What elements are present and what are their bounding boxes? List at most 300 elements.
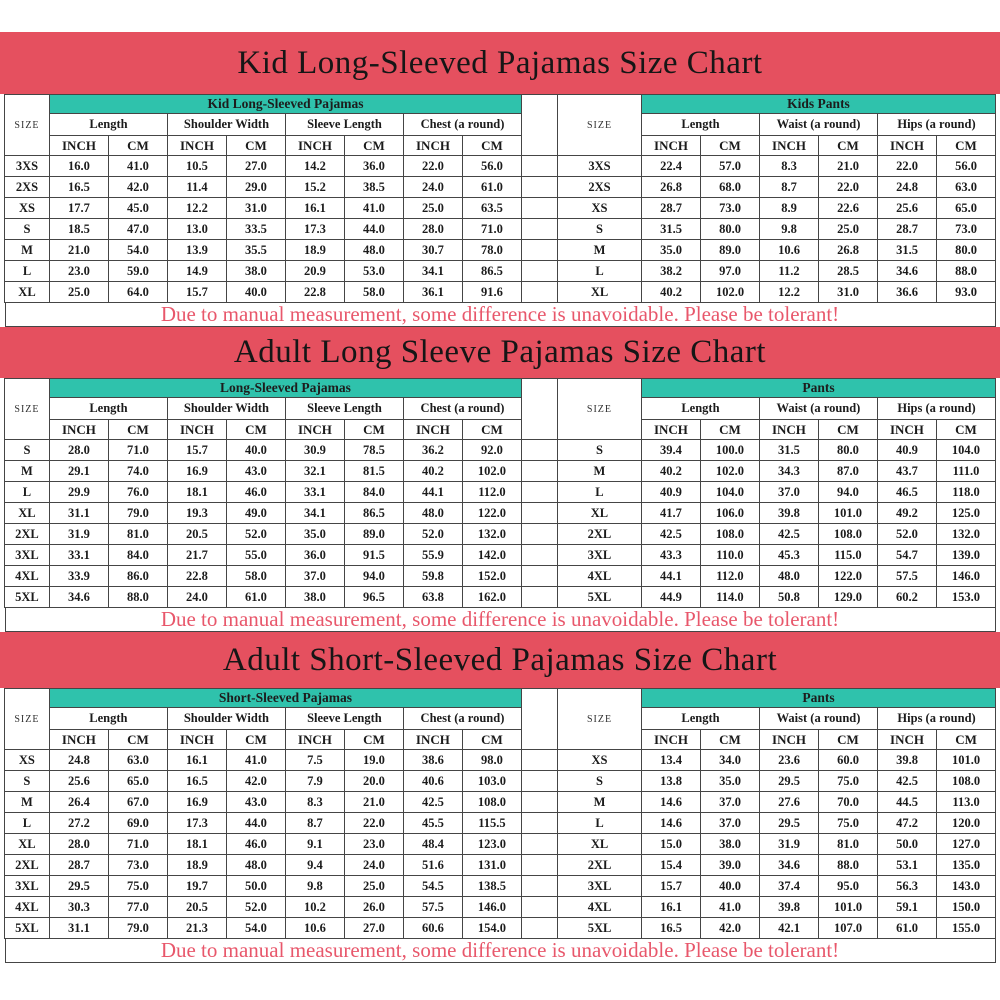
spacer-cell <box>522 750 558 771</box>
unit-header-inch: INCH <box>167 136 226 156</box>
value-cell: 37.0 <box>759 482 818 503</box>
value-cell: 46.0 <box>226 834 285 855</box>
value-cell: 146.0 <box>936 566 995 587</box>
measurement-header: Sleeve Length <box>285 398 403 420</box>
value-cell: 24.8 <box>49 750 108 771</box>
measurement-header: Chest (a round) <box>403 708 521 730</box>
value-cell: 89.0 <box>701 240 760 261</box>
value-cell: 15.0 <box>642 834 701 855</box>
value-cell: 88.0 <box>937 261 996 282</box>
value-cell: 16.0 <box>49 156 108 177</box>
value-cell: 81.5 <box>344 461 403 482</box>
spacer-cell <box>522 282 558 303</box>
value-cell: 146.0 <box>462 897 521 918</box>
value-cell: 54.0 <box>226 918 285 939</box>
value-cell: 16.5 <box>642 918 701 939</box>
value-cell: 48.0 <box>226 855 285 876</box>
value-cell: 39.0 <box>701 855 760 876</box>
measurement-header: Hips (a round) <box>878 114 996 136</box>
size-cell: L <box>4 813 49 834</box>
value-cell: 125.0 <box>936 503 995 524</box>
value-cell: 73.0 <box>701 198 760 219</box>
size-cell: S <box>4 771 49 792</box>
value-cell: 78.0 <box>462 240 521 261</box>
size-column-header: SIZE <box>4 689 49 750</box>
measurement-header: Length <box>49 114 167 136</box>
value-cell: 50.8 <box>759 587 818 608</box>
table-row <box>4 918 995 939</box>
size-cell: XL <box>4 503 49 524</box>
value-cell: 42.5 <box>878 771 937 792</box>
size-cell: 3XS <box>4 156 49 177</box>
value-cell: 53.0 <box>344 261 403 282</box>
value-cell: 22.0 <box>344 813 403 834</box>
value-cell: 31.1 <box>49 918 108 939</box>
value-cell: 42.0 <box>108 177 167 198</box>
value-cell: 10.5 <box>167 156 226 177</box>
unit-header-inch: INCH <box>49 420 108 440</box>
value-cell: 18.9 <box>285 240 344 261</box>
size-table <box>4 688 996 939</box>
value-cell: 9.8 <box>285 876 344 897</box>
value-cell: 40.0 <box>226 282 285 303</box>
size-cell: L <box>557 482 641 503</box>
value-cell: 61.0 <box>226 587 285 608</box>
table-row <box>4 834 995 855</box>
value-cell: 36.1 <box>403 282 462 303</box>
value-cell: 80.0 <box>937 240 996 261</box>
value-cell: 84.0 <box>344 482 403 503</box>
value-cell: 102.0 <box>700 461 759 482</box>
value-cell: 113.0 <box>937 792 996 813</box>
unit-header-inch: INCH <box>760 730 819 750</box>
unit-header-inch: INCH <box>878 730 937 750</box>
unit-header-inch: INCH <box>759 420 818 440</box>
disclaimer-note: Due to manual measurement, some difference is unavoidable. Please be tolerant! <box>5 608 996 632</box>
size-cell: 3XL <box>4 545 49 566</box>
value-cell: 115.0 <box>818 545 877 566</box>
value-cell: 65.0 <box>108 771 167 792</box>
value-cell: 65.0 <box>937 198 996 219</box>
value-cell: 25.0 <box>403 198 462 219</box>
value-cell: 27.6 <box>760 792 819 813</box>
value-cell: 75.0 <box>819 771 878 792</box>
value-cell: 33.5 <box>226 219 285 240</box>
value-cell: 48.0 <box>403 503 462 524</box>
value-cell: 22.0 <box>878 156 937 177</box>
value-cell: 12.2 <box>760 282 819 303</box>
unit-header-inch: INCH <box>285 420 344 440</box>
unit-header-cm: CM <box>819 730 878 750</box>
value-cell: 8.3 <box>285 792 344 813</box>
value-cell: 15.7 <box>167 282 226 303</box>
unit-header-cm: CM <box>701 136 760 156</box>
value-cell: 45.5 <box>403 813 462 834</box>
table-row <box>4 240 995 261</box>
value-cell: 71.0 <box>462 219 521 240</box>
value-cell: 25.0 <box>344 876 403 897</box>
unit-header-inch: INCH <box>167 420 226 440</box>
value-cell: 36.6 <box>878 282 937 303</box>
value-cell: 31.9 <box>49 524 108 545</box>
size-cell: 5XL <box>558 918 642 939</box>
size-cell: M <box>4 240 49 261</box>
table-row <box>4 219 995 240</box>
value-cell: 58.0 <box>226 566 285 587</box>
value-cell: 23.6 <box>760 750 819 771</box>
measurement-header: Length <box>49 708 167 730</box>
value-cell: 41.0 <box>226 750 285 771</box>
size-cell: L <box>4 482 49 503</box>
value-cell: 52.0 <box>877 524 936 545</box>
value-cell: 34.3 <box>759 461 818 482</box>
value-cell: 16.5 <box>49 177 108 198</box>
size-column-header: SIZE <box>558 95 642 156</box>
value-cell: 15.4 <box>642 855 701 876</box>
table-row <box>4 545 995 566</box>
table-row <box>4 503 995 524</box>
unit-header-cm: CM <box>462 136 521 156</box>
unit-header-inch: INCH <box>403 136 462 156</box>
table-row <box>4 876 995 897</box>
measurement-header: Hips (a round) <box>877 398 995 420</box>
value-cell: 18.5 <box>49 219 108 240</box>
value-cell: 41.7 <box>641 503 700 524</box>
value-cell: 13.9 <box>167 240 226 261</box>
unit-header-inch: INCH <box>49 136 108 156</box>
size-cell: M <box>4 461 49 482</box>
value-cell: 22.8 <box>167 566 226 587</box>
value-cell: 91.6 <box>462 282 521 303</box>
disclaimer-note: Due to manual measurement, some difference is unavoidable. Please be tolerant! <box>5 939 996 963</box>
value-cell: 16.1 <box>285 198 344 219</box>
value-cell: 138.5 <box>462 876 521 897</box>
spacer-cell <box>521 503 557 524</box>
size-cell: 2XL <box>4 524 49 545</box>
value-cell: 89.0 <box>344 524 403 545</box>
value-cell: 8.3 <box>760 156 819 177</box>
value-cell: 47.0 <box>108 219 167 240</box>
measurement-header: Sleeve Length <box>285 114 403 136</box>
value-cell: 43.0 <box>226 461 285 482</box>
unit-header-inch: INCH <box>49 730 108 750</box>
measurement-header: Hips (a round) <box>878 708 996 730</box>
value-cell: 63.0 <box>108 750 167 771</box>
value-cell: 42.5 <box>403 792 462 813</box>
size-column-header: SIZE <box>557 379 641 440</box>
section-title: Adult Long Sleeve Pajamas Size Chart <box>233 334 767 370</box>
value-cell: 31.5 <box>878 240 937 261</box>
value-cell: 101.0 <box>818 503 877 524</box>
value-cell: 26.0 <box>344 897 403 918</box>
size-cell: 3XS <box>558 156 642 177</box>
value-cell: 19.7 <box>167 876 226 897</box>
value-cell: 28.0 <box>403 219 462 240</box>
section-title: Kid Long-Sleeved Pajamas Size Chart <box>237 44 763 81</box>
section-banner <box>0 632 1000 688</box>
spacer-column <box>522 689 558 750</box>
spacer-cell <box>522 792 558 813</box>
value-cell: 87.0 <box>818 461 877 482</box>
value-cell: 69.0 <box>108 813 167 834</box>
size-cell: XL <box>557 503 641 524</box>
value-cell: 25.0 <box>49 282 108 303</box>
value-cell: 29.0 <box>226 177 285 198</box>
value-cell: 55.9 <box>403 545 462 566</box>
table-row <box>4 198 995 219</box>
value-cell: 14.2 <box>285 156 344 177</box>
unit-header-cm: CM <box>108 730 167 750</box>
spacer-cell <box>522 834 558 855</box>
value-cell: 86.5 <box>462 261 521 282</box>
value-cell: 143.0 <box>937 876 996 897</box>
spacer-cell <box>522 261 558 282</box>
section-banner <box>0 327 1000 378</box>
value-cell: 14.6 <box>642 792 701 813</box>
value-cell: 13.0 <box>167 219 226 240</box>
spacer-cell <box>521 587 557 608</box>
value-cell: 80.0 <box>701 219 760 240</box>
value-cell: 13.4 <box>642 750 701 771</box>
value-cell: 16.5 <box>167 771 226 792</box>
value-cell: 10.6 <box>760 240 819 261</box>
value-cell: 108.0 <box>937 771 996 792</box>
value-cell: 36.0 <box>285 545 344 566</box>
value-cell: 106.0 <box>700 503 759 524</box>
value-cell: 60.0 <box>819 750 878 771</box>
value-cell: 104.0 <box>700 482 759 503</box>
unit-header-cm: CM <box>936 420 995 440</box>
value-cell: 56.0 <box>937 156 996 177</box>
value-cell: 35.0 <box>701 771 760 792</box>
spacer-cell <box>521 524 557 545</box>
value-cell: 15.7 <box>642 876 701 897</box>
value-cell: 20.9 <box>285 261 344 282</box>
value-cell: 13.8 <box>642 771 701 792</box>
value-cell: 101.0 <box>937 750 996 771</box>
value-cell: 40.9 <box>877 440 936 461</box>
value-cell: 153.0 <box>936 587 995 608</box>
value-cell: 31.1 <box>49 503 108 524</box>
value-cell: 40.2 <box>642 282 701 303</box>
value-cell: 56.3 <box>878 876 937 897</box>
size-cell: XL <box>558 282 642 303</box>
value-cell: 43.0 <box>226 792 285 813</box>
value-cell: 54.0 <box>108 240 167 261</box>
unit-header-inch: INCH <box>167 730 226 750</box>
spacer-cell <box>521 461 557 482</box>
value-cell: 22.0 <box>819 177 878 198</box>
spacer-cell <box>522 918 558 939</box>
value-cell: 36.0 <box>344 156 403 177</box>
value-cell: 67.0 <box>108 792 167 813</box>
size-cell: 3XL <box>558 876 642 897</box>
size-table-container <box>0 94 1000 303</box>
value-cell: 20.5 <box>167 524 226 545</box>
value-cell: 44.9 <box>641 587 700 608</box>
value-cell: 26.8 <box>819 240 878 261</box>
value-cell: 42.0 <box>226 771 285 792</box>
value-cell: 73.0 <box>937 219 996 240</box>
unit-header-inch: INCH <box>403 420 462 440</box>
value-cell: 107.0 <box>819 918 878 939</box>
value-cell: 86.5 <box>344 503 403 524</box>
size-cell: 4XL <box>557 566 641 587</box>
value-cell: 152.0 <box>462 566 521 587</box>
table-row <box>4 156 995 177</box>
unit-header-cm: CM <box>226 730 285 750</box>
value-cell: 73.0 <box>108 855 167 876</box>
size-column-header: SIZE <box>4 379 49 440</box>
table-row <box>4 855 995 876</box>
spacer-cell <box>522 876 558 897</box>
value-cell: 47.2 <box>878 813 937 834</box>
value-cell: 8.7 <box>760 177 819 198</box>
value-cell: 40.9 <box>641 482 700 503</box>
value-cell: 20.0 <box>344 771 403 792</box>
value-cell: 54.7 <box>877 545 936 566</box>
value-cell: 34.0 <box>701 750 760 771</box>
value-cell: 59.0 <box>108 261 167 282</box>
value-cell: 31.5 <box>759 440 818 461</box>
value-cell: 35.0 <box>285 524 344 545</box>
value-cell: 81.0 <box>108 524 167 545</box>
value-cell: 59.1 <box>878 897 937 918</box>
unit-header-cm: CM <box>937 136 996 156</box>
value-cell: 19.3 <box>167 503 226 524</box>
value-cell: 9.4 <box>285 855 344 876</box>
value-cell: 43.7 <box>877 461 936 482</box>
value-cell: 39.8 <box>760 897 819 918</box>
value-cell: 103.0 <box>462 771 521 792</box>
unit-header-inch: INCH <box>641 420 700 440</box>
size-cell: 3XL <box>4 876 49 897</box>
size-cell: XS <box>558 198 642 219</box>
value-cell: 49.0 <box>226 503 285 524</box>
value-cell: 39.4 <box>641 440 700 461</box>
value-cell: 37.4 <box>760 876 819 897</box>
value-cell: 44.0 <box>226 813 285 834</box>
value-cell: 35.5 <box>226 240 285 261</box>
value-cell: 16.9 <box>167 792 226 813</box>
value-cell: 52.0 <box>403 524 462 545</box>
value-cell: 31.9 <box>760 834 819 855</box>
value-cell: 122.0 <box>462 503 521 524</box>
value-cell: 129.0 <box>818 587 877 608</box>
value-cell: 77.0 <box>108 897 167 918</box>
size-cell: 4XL <box>4 566 49 587</box>
value-cell: 21.0 <box>344 792 403 813</box>
size-cell: 2XS <box>558 177 642 198</box>
value-cell: 28.7 <box>878 219 937 240</box>
value-cell: 15.7 <box>167 440 226 461</box>
value-cell: 24.0 <box>403 177 462 198</box>
value-cell: 95.0 <box>819 876 878 897</box>
value-cell: 24.0 <box>344 855 403 876</box>
value-cell: 104.0 <box>936 440 995 461</box>
value-cell: 51.6 <box>403 855 462 876</box>
value-cell: 112.0 <box>462 482 521 503</box>
pants-group-header: Kids Pants <box>642 95 996 114</box>
unit-header-cm: CM <box>700 420 759 440</box>
value-cell: 18.1 <box>167 482 226 503</box>
measurement-header: Waist (a round) <box>760 114 878 136</box>
spacer-cell <box>521 566 557 587</box>
size-cell: XL <box>4 282 49 303</box>
size-table-container <box>0 688 1000 939</box>
table-row <box>4 750 995 771</box>
value-cell: 142.0 <box>462 545 521 566</box>
value-cell: 22.8 <box>285 282 344 303</box>
value-cell: 123.0 <box>462 834 521 855</box>
size-cell: M <box>557 461 641 482</box>
value-cell: 150.0 <box>937 897 996 918</box>
value-cell: 37.0 <box>701 813 760 834</box>
value-cell: 28.0 <box>49 834 108 855</box>
value-cell: 96.5 <box>344 587 403 608</box>
value-cell: 35.0 <box>642 240 701 261</box>
value-cell: 7.9 <box>285 771 344 792</box>
value-cell: 52.0 <box>226 524 285 545</box>
measurement-header: Length <box>642 708 760 730</box>
value-cell: 31.0 <box>819 282 878 303</box>
spacer-cell <box>521 482 557 503</box>
value-cell: 29.5 <box>760 813 819 834</box>
size-cell: 4XL <box>4 897 49 918</box>
disclaimer-note: Due to manual measurement, some difference is unavoidable. Please be tolerant! <box>5 303 996 327</box>
size-cell: S <box>558 771 642 792</box>
value-cell: 56.0 <box>462 156 521 177</box>
value-cell: 74.0 <box>108 461 167 482</box>
size-cell: L <box>4 261 49 282</box>
unit-header-cm: CM <box>818 420 877 440</box>
size-cell: XS <box>4 750 49 771</box>
value-cell: 57.5 <box>877 566 936 587</box>
value-cell: 118.0 <box>936 482 995 503</box>
value-cell: 84.0 <box>108 545 167 566</box>
value-cell: 38.2 <box>642 261 701 282</box>
value-cell: 10.2 <box>285 897 344 918</box>
value-cell: 10.6 <box>285 918 344 939</box>
value-cell: 7.5 <box>285 750 344 771</box>
value-cell: 14.9 <box>167 261 226 282</box>
value-cell: 60.2 <box>877 587 936 608</box>
value-cell: 94.0 <box>344 566 403 587</box>
unit-header-inch: INCH <box>403 730 462 750</box>
value-cell: 97.0 <box>701 261 760 282</box>
value-cell: 26.4 <box>49 792 108 813</box>
value-cell: 21.0 <box>819 156 878 177</box>
value-cell: 64.0 <box>108 282 167 303</box>
value-cell: 17.3 <box>285 219 344 240</box>
value-cell: 63.8 <box>403 587 462 608</box>
value-cell: 31.5 <box>642 219 701 240</box>
value-cell: 44.0 <box>344 219 403 240</box>
value-cell: 54.5 <box>403 876 462 897</box>
value-cell: 25.0 <box>819 219 878 240</box>
value-cell: 120.0 <box>937 813 996 834</box>
garment-group-header: Kid Long-Sleeved Pajamas <box>49 95 521 114</box>
unit-header-cm: CM <box>344 420 403 440</box>
size-cell: S <box>557 440 641 461</box>
table-row <box>4 813 995 834</box>
section-kid-long-sleeved <box>0 32 1000 327</box>
unit-header-inch: INCH <box>285 730 344 750</box>
value-cell: 75.0 <box>108 876 167 897</box>
unit-header-cm: CM <box>108 136 167 156</box>
pants-group-header: Pants <box>642 689 996 708</box>
value-cell: 75.0 <box>819 813 878 834</box>
